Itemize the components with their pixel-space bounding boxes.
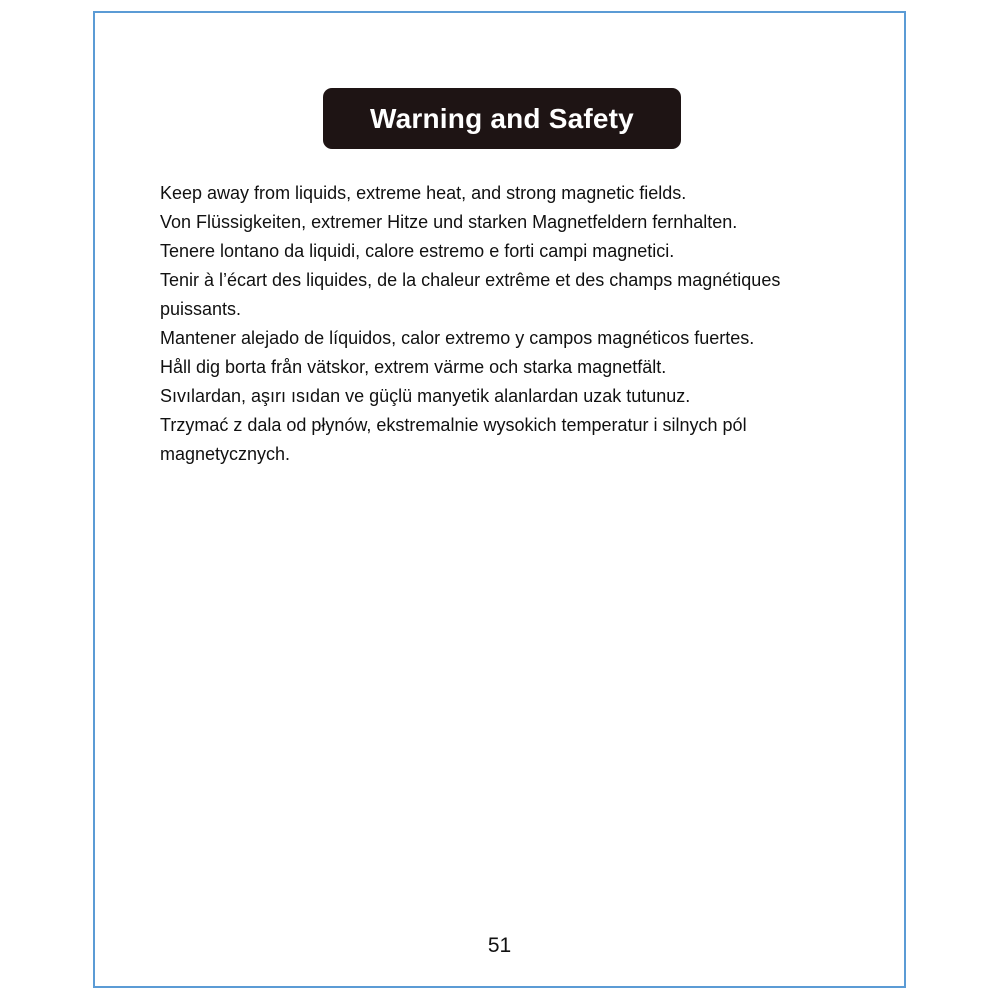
manual-page [93,11,906,988]
warning-line-polish: Trzymać z dala od płynów, ekstremalnie wysokich temperatur i silnych pól magnetycznych. [160,415,747,464]
warning-line-german: Von Flüssigkeiten, extremer Hitze und starken Magnetfeldern fernhalten. [160,212,738,232]
warning-line-english: Keep away from liquids, extreme heat, and strong magnetic fields. [160,183,687,203]
warning-line-turkish: Sıvılardan, aşırı ısıdan ve güçlü manyetik alanlardan uzak tutunuz. [160,386,691,406]
warning-line-french: Tenir à l’écart des liquides, de la chaleur extrême et des champs magnétiques puissants. [160,270,781,319]
page-title: Warning and Safety [370,102,634,134]
warning-line-italian: Tenere lontano da liquidi, calore estremo e forti campi magnetici. [160,241,675,261]
warning-line-swedish: Håll dig borta från vätskor, extrem värme och starka magnetfält. [160,357,667,377]
safety-warning-list [160,179,850,469]
warning-line-spanish: Mantener alejado de líquidos, calor extremo y campos magnéticos fuertes. [160,328,755,348]
title-banner [323,88,681,149]
page-number: 51 [487,934,512,957]
